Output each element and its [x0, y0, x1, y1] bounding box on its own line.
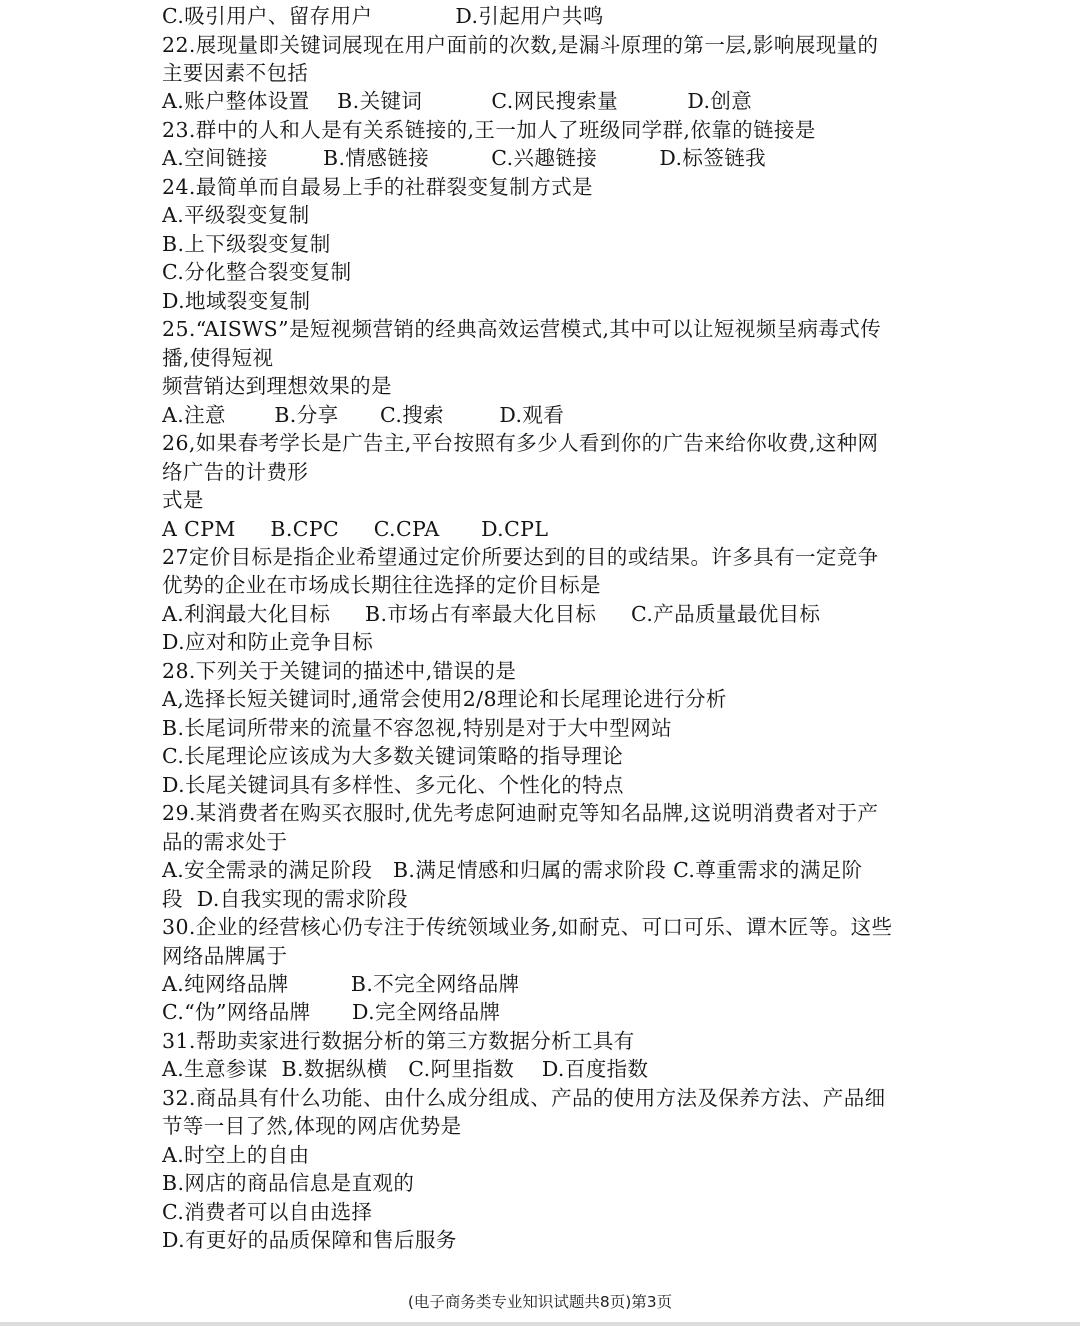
text-line: 30.企业的经营核心仍专注于传统领域业务,如耐克、可口可乐、谭木匠等。这些 — [162, 915, 893, 939]
text-line: A.生意参谋 B.数据纵横 C.阿里指数 D.百度指数 — [162, 1057, 649, 1082]
text-line: 式是 — [162, 488, 204, 512]
text-line: B.上下级裂变复制 — [162, 231, 331, 256]
text-line: A.时空上的自由 — [162, 1142, 310, 1167]
text-line: 品的需求处于 — [162, 829, 288, 854]
text-line: C.吸引用户、留存用户 D.引起用户共鸣 — [162, 4, 604, 28]
text-line: 网络品牌属于 — [162, 943, 288, 968]
text-line: 25.“AISWS”是短视频营销的经典高效运营模式,其中可以让短视频呈病毒式传 — [162, 317, 882, 342]
text-line: C.“伪”网络品牌 D.完全网络品牌 — [162, 1000, 501, 1025]
text-line: C.消费者可以自由选择 — [162, 1199, 373, 1224]
text-line: D.长尾关键词具有多样性、多元化、个性化的特点 — [162, 772, 624, 797]
text-line: A.利润最大化目标 B.市场占有率最大化目标 C.产品质量最优目标 — [162, 601, 821, 626]
text-line: A.注意 B.分享 C.搜索 D.观看 — [162, 402, 565, 427]
text-line: 频营销达到理想效果的是 — [162, 374, 392, 399]
text-line: A.账户整体设置 B.关键词 C.网民搜索量 D.创意 — [162, 89, 753, 114]
text-line: 节等一目了然,体现的网店优势是 — [162, 1114, 462, 1139]
text-line: 27定价目标是指企业希望通过定价所要达到的目的或结果。许多具有一定竞争 — [162, 544, 879, 569]
text-line: D.应对和防止竞争目标 — [162, 630, 374, 655]
text-line: D.地域裂变复制 — [162, 288, 311, 313]
text-line: B.长尾词所带来的流量不容忽视,特别是对于大中型网站 — [162, 715, 672, 740]
text-line: A.纯网络品牌 B.不完全网络品牌 — [162, 972, 520, 996]
text-line: 31.帮助卖家进行数据分析的第三方数据分析工具有 — [162, 1028, 635, 1053]
text-line: 29.某消费者在购买衣服时,优先考虑阿迪耐克等知名品牌,这说明消费者对于产 — [162, 801, 879, 826]
text-line: 段 D.自我实现的需求阶段 — [162, 886, 408, 911]
text-line: 23.群中的人和人是有关系链接的,王一加人了班级同学群,依靠的链接是 — [162, 117, 816, 142]
text-line: C.长尾理论应该成为大多数关键词策略的指导理论 — [162, 744, 624, 769]
page-footer: (电子商务类专业知识试题共8页)第3页 — [407, 1293, 673, 1311]
text-line: 28.下列关于关键词的描述中,错误的是 — [162, 658, 517, 683]
text-line: B.网店的商品信息是直观的 — [162, 1171, 415, 1196]
text-line: 络广告的计费形 — [162, 459, 309, 484]
text-line: C.分化整合裂变复制 — [162, 260, 352, 285]
text-line: 优势的企业在市场成长期往往选择的定价目标是 — [162, 573, 601, 598]
text-line: A.空间链接 B.情感链接 C.兴趣链接 D.标签链我 — [162, 146, 767, 171]
text-line: 26,如果春考学长是广告主,平台按照有多少人看到你的广告来给你收费,这种网 — [162, 431, 879, 455]
text-line: 24.最简单而自最易上手的社群裂变复制方式是 — [162, 174, 593, 199]
bottom-edge-divider — [0, 1322, 1080, 1326]
text-line: A.平级裂变复制 — [162, 203, 310, 228]
text-line: A,选择长短关键词时,通常会使用2/8理论和长尾理论进行分析 — [162, 687, 727, 712]
text-line: D.有更好的品质保障和售后服务 — [162, 1228, 457, 1253]
text-line: A CPM B.CPC C.CPA D.CPL — [162, 516, 549, 541]
text-line: 32.商品具有什么功能、由什么成分组成、产品的使用方法及保养方法、产品细 — [162, 1085, 886, 1110]
text-line: 播,使得短视 — [162, 345, 274, 370]
text-line: 22.展现量即关键词展现在用户面前的次数,是漏斗原理的第一层,影响展现量的 — [162, 32, 879, 57]
text-line: A.安全需录的满足阶段 B.满足情感和归属的需求阶段 C.尊重需求的满足阶 — [162, 858, 863, 883]
text-line: 主要因素不包括 — [162, 60, 309, 85]
